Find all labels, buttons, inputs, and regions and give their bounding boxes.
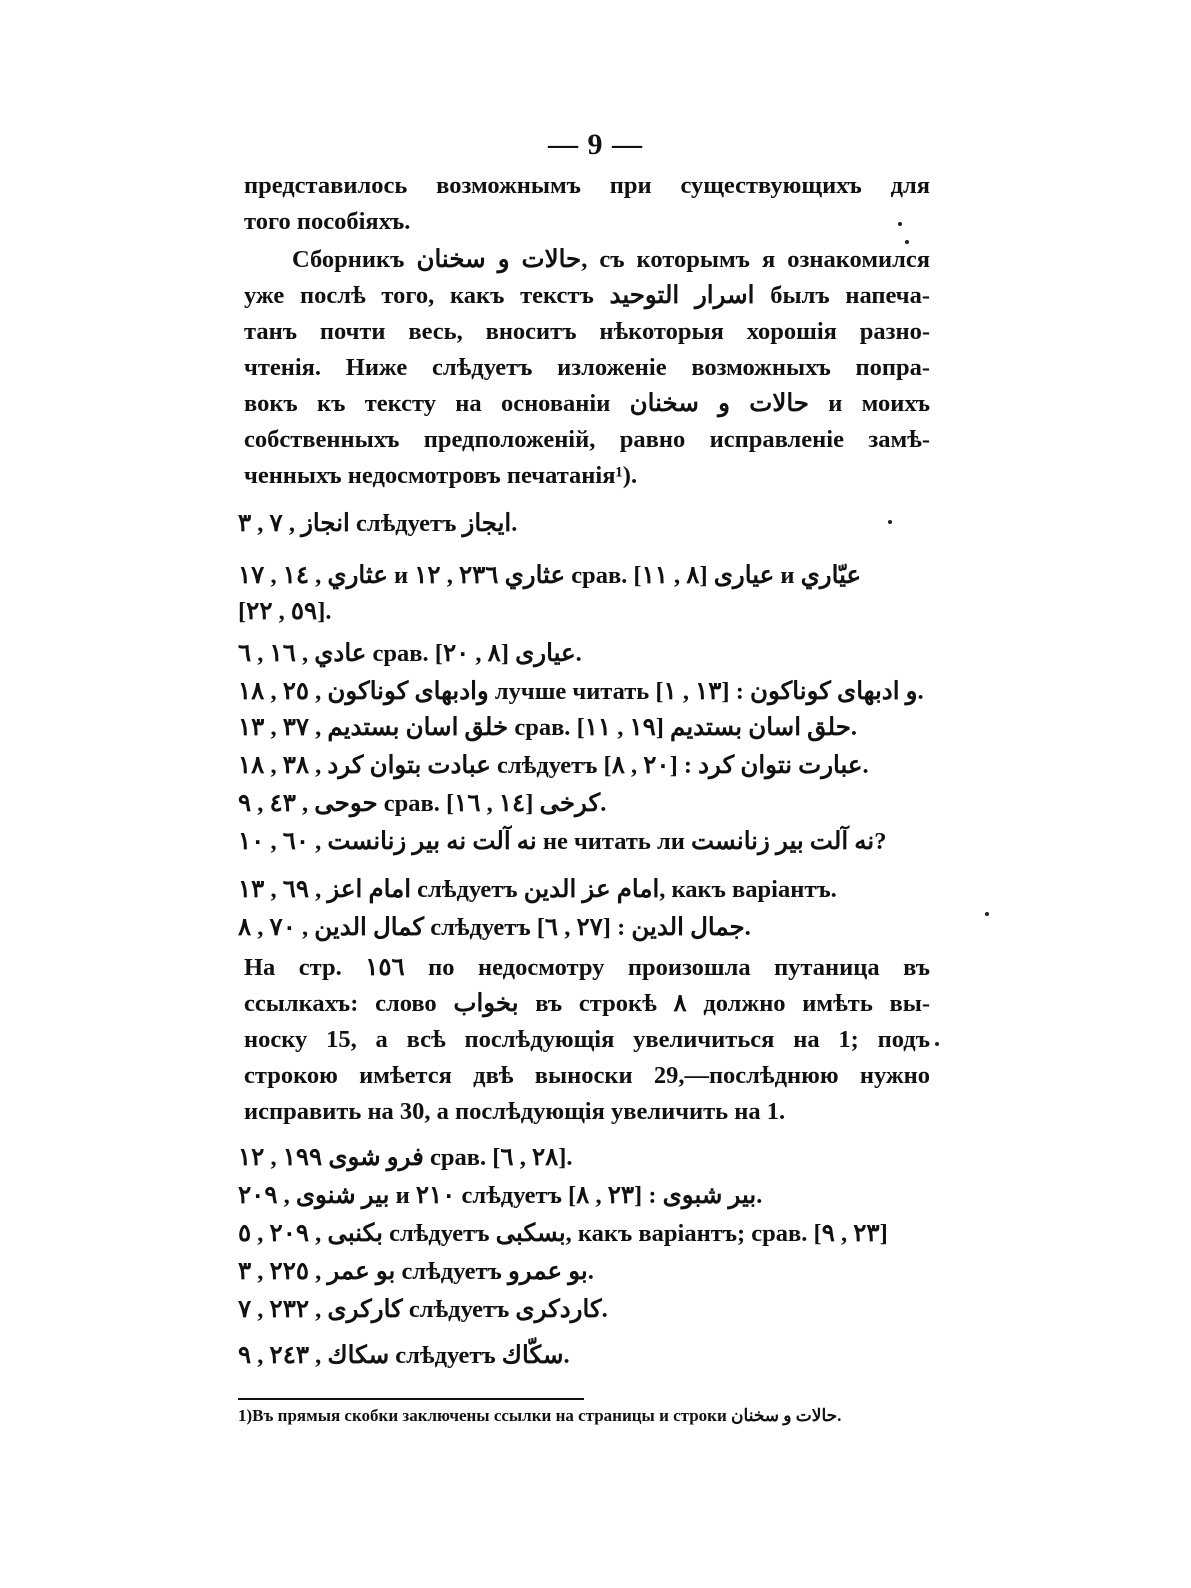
text-line: На стр. ١٥٦ по недосмотру произошла путаница въ (244, 954, 930, 981)
correction-entry: سكاك , ٢٤٣ , ٩ слѣдуетъ سكّاك. (238, 1342, 570, 1369)
print-speck (898, 222, 902, 226)
correction-entry: حوحى , ٤٣ , ٩ срав. كرخى [١٤ , ١٦]. (238, 790, 607, 817)
paragraph-continuation (244, 168, 930, 240)
text-line: чтенія. Ниже слѣдуетъ изложеніе возможныхъ попра- (244, 354, 930, 381)
correction-entry: بو عمر , ٢٢٥ , ٣ слѣдуетъ بو عمرو. (238, 1258, 594, 1285)
text-line: танъ почти весь, вноситъ нѣкоторыя хорошія разно- (244, 318, 930, 345)
correction-entry: امام اعز , ٦٩ , ١٣ слѣдуетъ امام عز الدين, какъ варіантъ. (238, 876, 837, 903)
text-line: того пособіяхъ. (244, 208, 411, 235)
print-speck (888, 520, 892, 524)
correction-entry: كمال الدين , ٧٠ , ٨ слѣдуетъ جمال الدين : [٢٧ , ٦]. (238, 914, 751, 941)
text-line: ченныхъ недосмотровъ печатанія¹). (244, 462, 638, 489)
correction-entry: وادبهاى كوناكون , ٢٥ , ١٨ лучше читать و ادبهاى كوناكون : [١٣ , ١]. (238, 678, 924, 705)
text-line: строкою имѣется двѣ выноски 29,—послѣднюю нужно (244, 1062, 930, 1089)
text-line: ссылкахъ: слово بخواب въ строкѣ ٨ должно имѣть вы- (244, 990, 930, 1017)
footnote-rule (238, 1398, 584, 1400)
correction-entry: بير شنوى , ٢٠٩ и ٢١٠ слѣдуетъ بير شبوى : [٢٣ , ٨]. (238, 1182, 763, 1209)
text-line: носку 15, а всѣ послѣдующія увеличиться на 1; подъ (244, 1026, 930, 1053)
correction-entry: انجاز , ٧ , ٣ слѣдуетъ ايجاز. (238, 510, 518, 537)
text-line: представилось возможнымъ при существующихъ для (244, 172, 930, 199)
print-speck (935, 1042, 939, 1046)
correction-entry: عثاري , ١٤ , ١٧ и عثاري ٢٣٦ , ١٢ срав. عيارى [٨ , ١١] и عيّاري (238, 562, 862, 589)
print-speck (905, 240, 909, 244)
text-line: вокъ къ тексту на основаніи حالات و سخنان и моихъ (244, 390, 930, 417)
footnote: 1)Въ прямыя скобки заключены ссылки на страницы и строки حالات و سخنان. (238, 1406, 842, 1425)
text-line: исправить на 30, а послѣдующія увеличить на 1. (244, 1098, 786, 1125)
paragraph-sbornik (244, 242, 930, 494)
text-line: Сборникъ حالات و سخنان, съ которымъ я ознакомился (292, 246, 930, 273)
print-speck (985, 912, 989, 916)
text-line: собственныхъ предположеній, равно исправленіе замѣ- (244, 426, 930, 453)
correction-entry: كاركرى , ٢٣٢ , ٧ слѣдуетъ كاردكرى. (238, 1296, 608, 1323)
correction-entry: خلق اسان بستديم , ٣٧ , ١٣ срав. حلق اسان بستديم [١٩ , ١١]. (238, 714, 857, 741)
page-number: — 9 — (548, 128, 643, 161)
paragraph-note (244, 950, 930, 1130)
correction-entry: فرو شوى ١٩٩ , ١٢ срав. [٢٨ , ٦]. (238, 1144, 573, 1171)
correction-entry: بكنبى , ٢٠٩ , ٥ слѣдуетъ بسكبى, какъ варіантъ; срав. [٢٣ , ٩] (238, 1220, 888, 1247)
correction-entry: نه آلت نه بير زنانست , ٦٠ , ١٠ не читать ли نه آلت بير زنانست? (238, 828, 887, 855)
correction-entry: عادي , ١٦ , ٦ срав. عيارى [٨ , ٢٠]. (238, 640, 582, 667)
correction-entry: [٥٩ , ٢٢]. (238, 598, 332, 625)
correction-entry: عبادت بتوان كرد , ٣٨ , ١٨ слѣдуетъ عبارت نتوان كرد : [٢٠ , ٨]. (238, 752, 869, 779)
text-line: уже послѣ того, какъ текстъ اسرار التوحيد былъ напеча- (244, 282, 930, 309)
